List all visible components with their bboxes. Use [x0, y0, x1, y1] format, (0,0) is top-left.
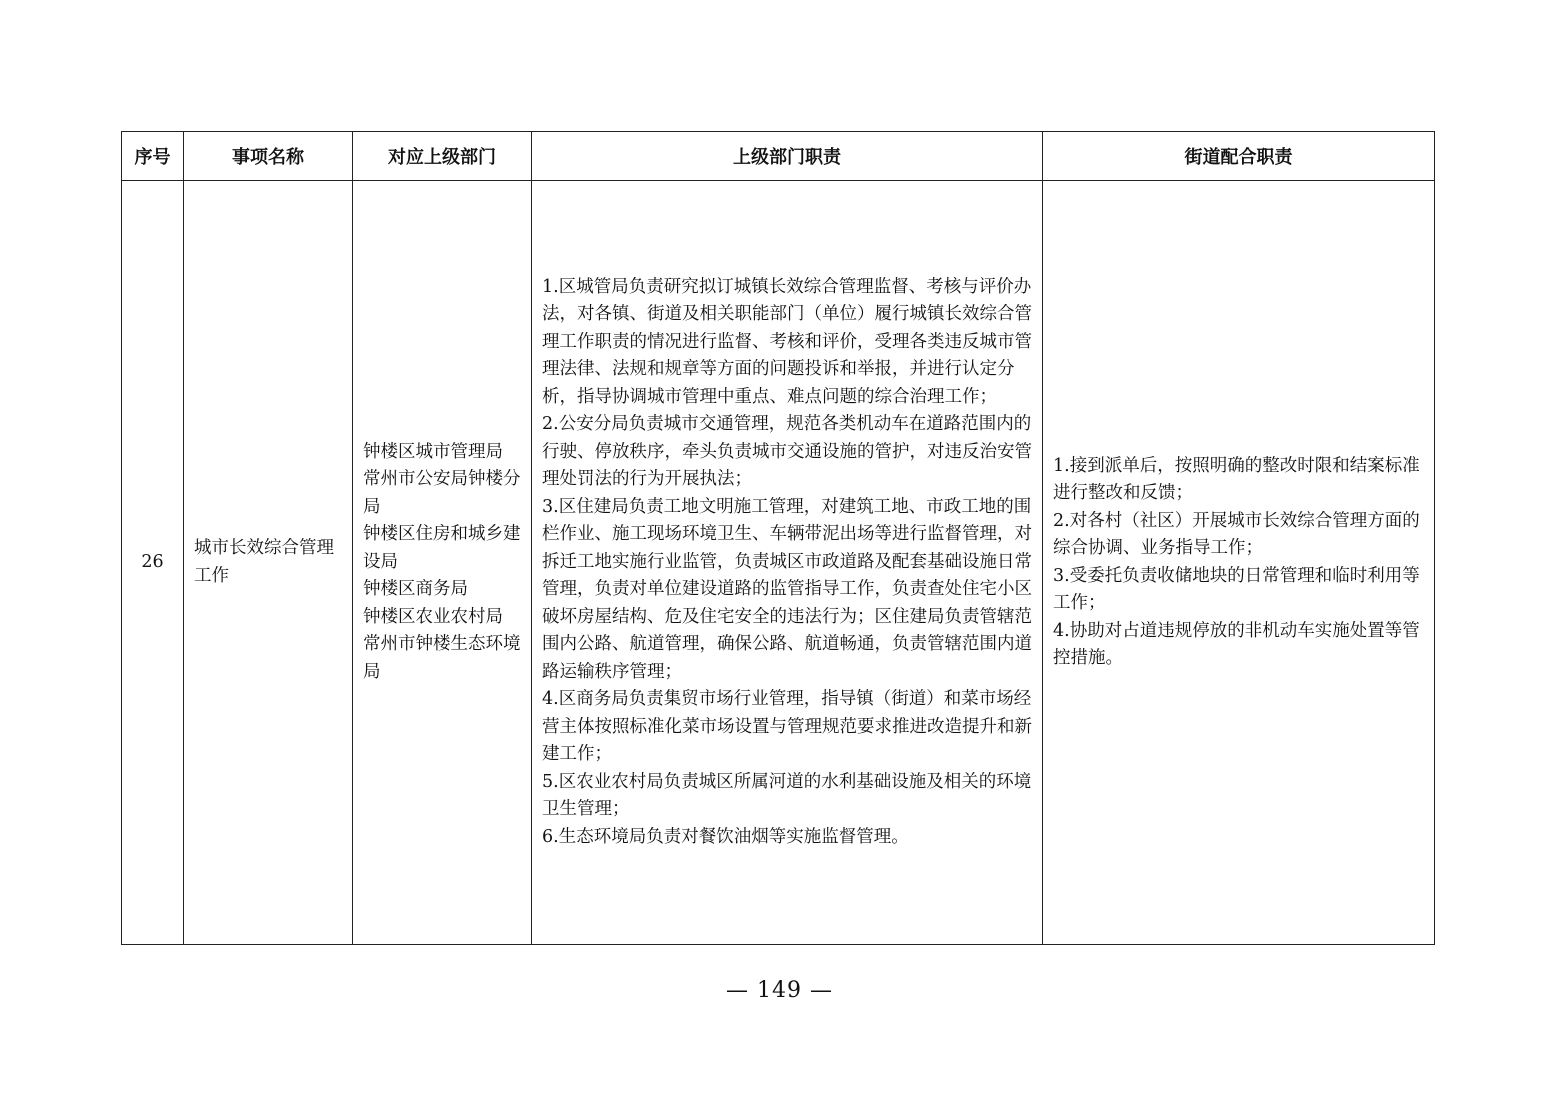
- street-duty-item: 3.受委托负责收储地块的日常管理和临时利用等工作；: [1053, 565, 1420, 613]
- street-duty-item: 1.接到派单后，按照明确的整改时限和结案标准进行整改和反馈；: [1053, 455, 1420, 503]
- responsibility-table: [121, 131, 1435, 945]
- page-number: — 149 —: [726, 978, 833, 1003]
- header-seq: 序号: [122, 132, 184, 181]
- upper-duty-item: 4.区商务局负责集贸市场行业管理，指导镇（街道）和菜市场经营主体按照标准化菜市场设置与管理规范要求推进改造提升和新建工作；: [542, 689, 1032, 765]
- upper-duty-item: 6.生态环境局负责对餐饮油烟等实施监督管理。: [542, 826, 909, 847]
- department-item: 常州市公安局钟楼分局: [363, 469, 521, 517]
- upper-duty-item: 3.区住建局负责工地文明施工管理，对建筑工地、市政工地的围栏作业、施工现场环境卫生、车辆带泥出场等进行监督管理，对拆迁工地实施行业监管，负责城区市政道路及配套基础设施日常管理，负责对单位建设道路的监管指导工作，负责查处住宅小区破坏房屋结构、危及住宅安全的违法行为；区住建局负责管辖范围内公路、航道管理，确保公路、航道畅通，负责管辖范围内道路运输秩序管理；: [542, 496, 1032, 682]
- cell-street-duties: [1043, 181, 1435, 945]
- department-item: 钟楼区农业农村局: [363, 606, 503, 627]
- cell-item-name: 城市长效综合管理工作: [184, 181, 353, 945]
- street-duty-item: 4.协助对占道违规停放的非机动车实施处置等管控措施。: [1053, 620, 1420, 668]
- header-item-name: 事项名称: [184, 132, 353, 181]
- department-item: 钟楼区住房和城乡建设局: [363, 524, 521, 572]
- street-duty-item: 2.对各村（社区）开展城市长效综合管理方面的综合协调、业务指导工作；: [1053, 510, 1420, 558]
- upper-duty-item: 5.区农业农村局负责城区所属河道的水利基础设施及相关的环境卫生管理；: [542, 771, 1032, 820]
- department-item: 钟楼区城市管理局: [363, 441, 503, 462]
- upper-duty-item: 1.区城管局负责研究拟订城镇长效综合管理监督、考核与评价办法，对各镇、街道及相关职能部门（单位）履行城镇长效综合管理工作职责的情况进行监督、考核和评价，受理各类违反城市管理法律、法规和规章等方面的问题投诉和举报，并进行认定分析，指导协调城市管理中重点、难点问题的综合治理工作；: [542, 276, 1032, 407]
- header-street-duties: 街道配合职责: [1043, 132, 1435, 181]
- header-upper-duties: 上级部门职责: [532, 132, 1043, 181]
- cell-seq: 26: [122, 181, 184, 945]
- upper-duty-item: 2.公安分局负责城市交通管理，规范各类机动车在道路范围内的行驶、停放秩序，牵头负责城市交通设施的管护，对违反治安管理处罚法的行为开展执法；: [542, 414, 1032, 490]
- table-row: [122, 181, 1435, 945]
- header-dept: 对应上级部门: [353, 132, 532, 181]
- department-item: 钟楼区商务局: [363, 579, 468, 600]
- cell-upper-duties: [532, 181, 1043, 945]
- table-header-row: [122, 132, 1435, 181]
- cell-departments: [353, 181, 532, 945]
- department-item: 常州市钟楼生态环境局: [363, 634, 521, 682]
